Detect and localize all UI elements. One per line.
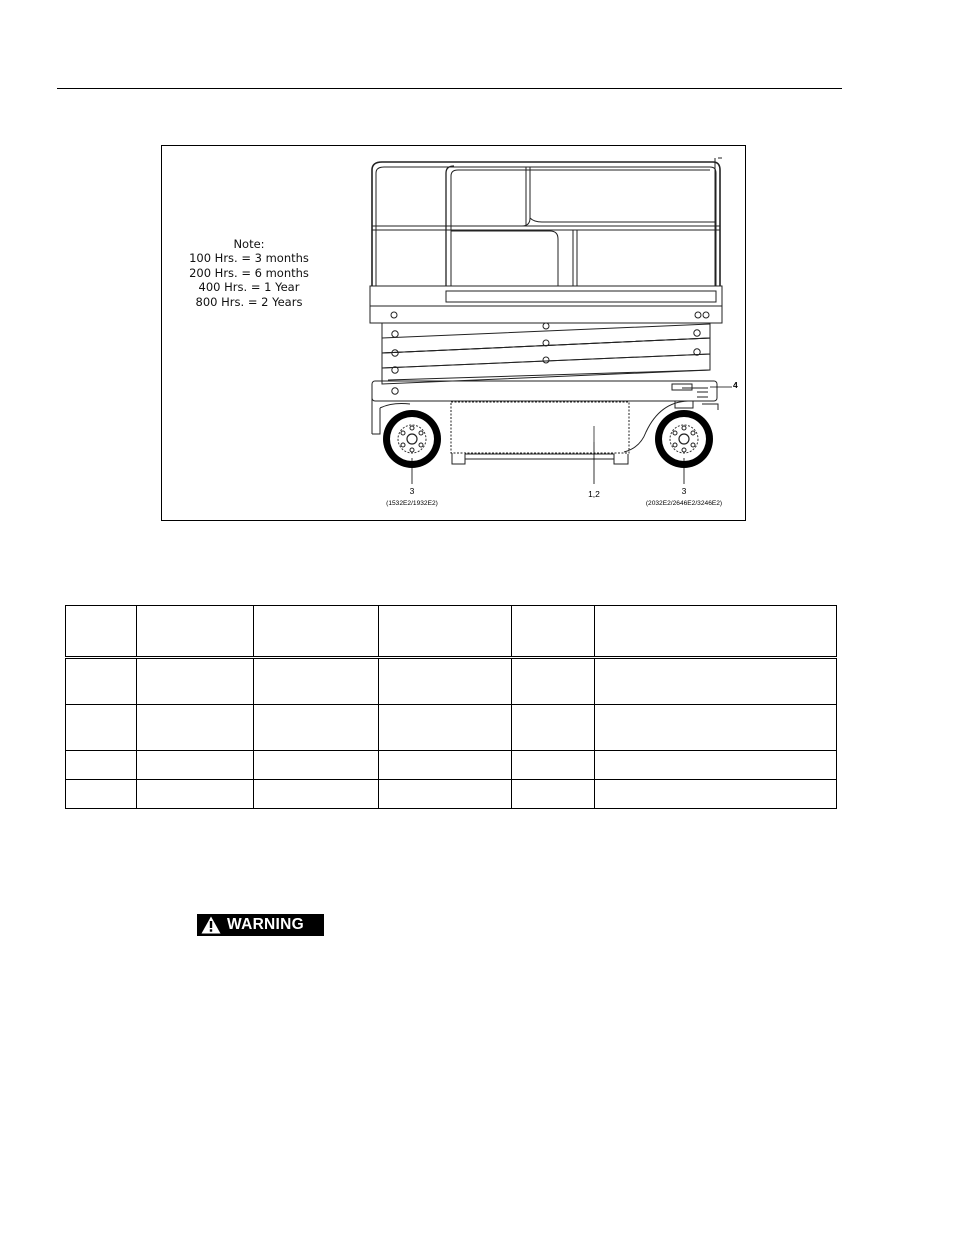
note-line: 800 Hrs. = 2 Years (195, 294, 303, 309)
table-cell (379, 658, 512, 705)
table-cell (254, 705, 379, 751)
table-cell (379, 751, 512, 780)
table-header-cell (66, 606, 137, 658)
callout-3-right: 3 (681, 486, 687, 496)
table-cell (595, 658, 837, 705)
table-cell (595, 751, 837, 780)
table-cell (66, 705, 137, 751)
table-row (66, 705, 837, 751)
warning-text: WARNING (227, 916, 305, 933)
table-header-cell (137, 606, 254, 658)
table-cell (137, 780, 254, 809)
table-header-cell (254, 606, 379, 658)
maintenance-interval-note (186, 237, 312, 309)
warning-triangle-icon (201, 916, 221, 934)
callout-3-left-models: (1532E2/1932E2) (386, 500, 438, 507)
table-cell (66, 751, 137, 780)
table-row (66, 751, 837, 780)
table-cell (512, 705, 595, 751)
scissor-lift-drawing (162, 146, 747, 522)
table-header-row (66, 606, 837, 658)
header-rule (57, 88, 842, 89)
callout-1-2: 1,2 (588, 489, 600, 499)
table-cell (254, 658, 379, 705)
warning-label (197, 914, 324, 936)
table-cell (512, 658, 595, 705)
table-header-cell (595, 606, 837, 658)
table-header-cell (512, 606, 595, 658)
table-header-cell (379, 606, 512, 658)
table-cell (379, 780, 512, 809)
table-row (66, 780, 837, 809)
table-cell (66, 780, 137, 809)
callout-4: 4 (733, 380, 738, 390)
table-cell (137, 705, 254, 751)
note-line: 100 Hrs. = 3 months (189, 251, 309, 266)
callout-3-left: 3 (409, 486, 415, 496)
table-cell (66, 658, 137, 705)
lubrication-schedule-table (65, 605, 837, 809)
table-cell (379, 705, 512, 751)
callout-3-right-models: (2032E2/2646E2/3246E2) (645, 500, 723, 507)
table-cell (254, 751, 379, 780)
table-cell (137, 658, 254, 705)
table-cell (595, 780, 837, 809)
note-line: 200 Hrs. = 6 months (189, 265, 309, 280)
lubrication-figure (161, 145, 746, 521)
note-title: Note: (233, 237, 265, 251)
table-cell (254, 780, 379, 809)
table-cell (137, 751, 254, 780)
table-cell (512, 751, 595, 780)
table-cell (595, 705, 837, 751)
table-cell (512, 780, 595, 809)
table-row (66, 658, 837, 705)
note-line: 400 Hrs. = 1 Year (198, 280, 300, 295)
